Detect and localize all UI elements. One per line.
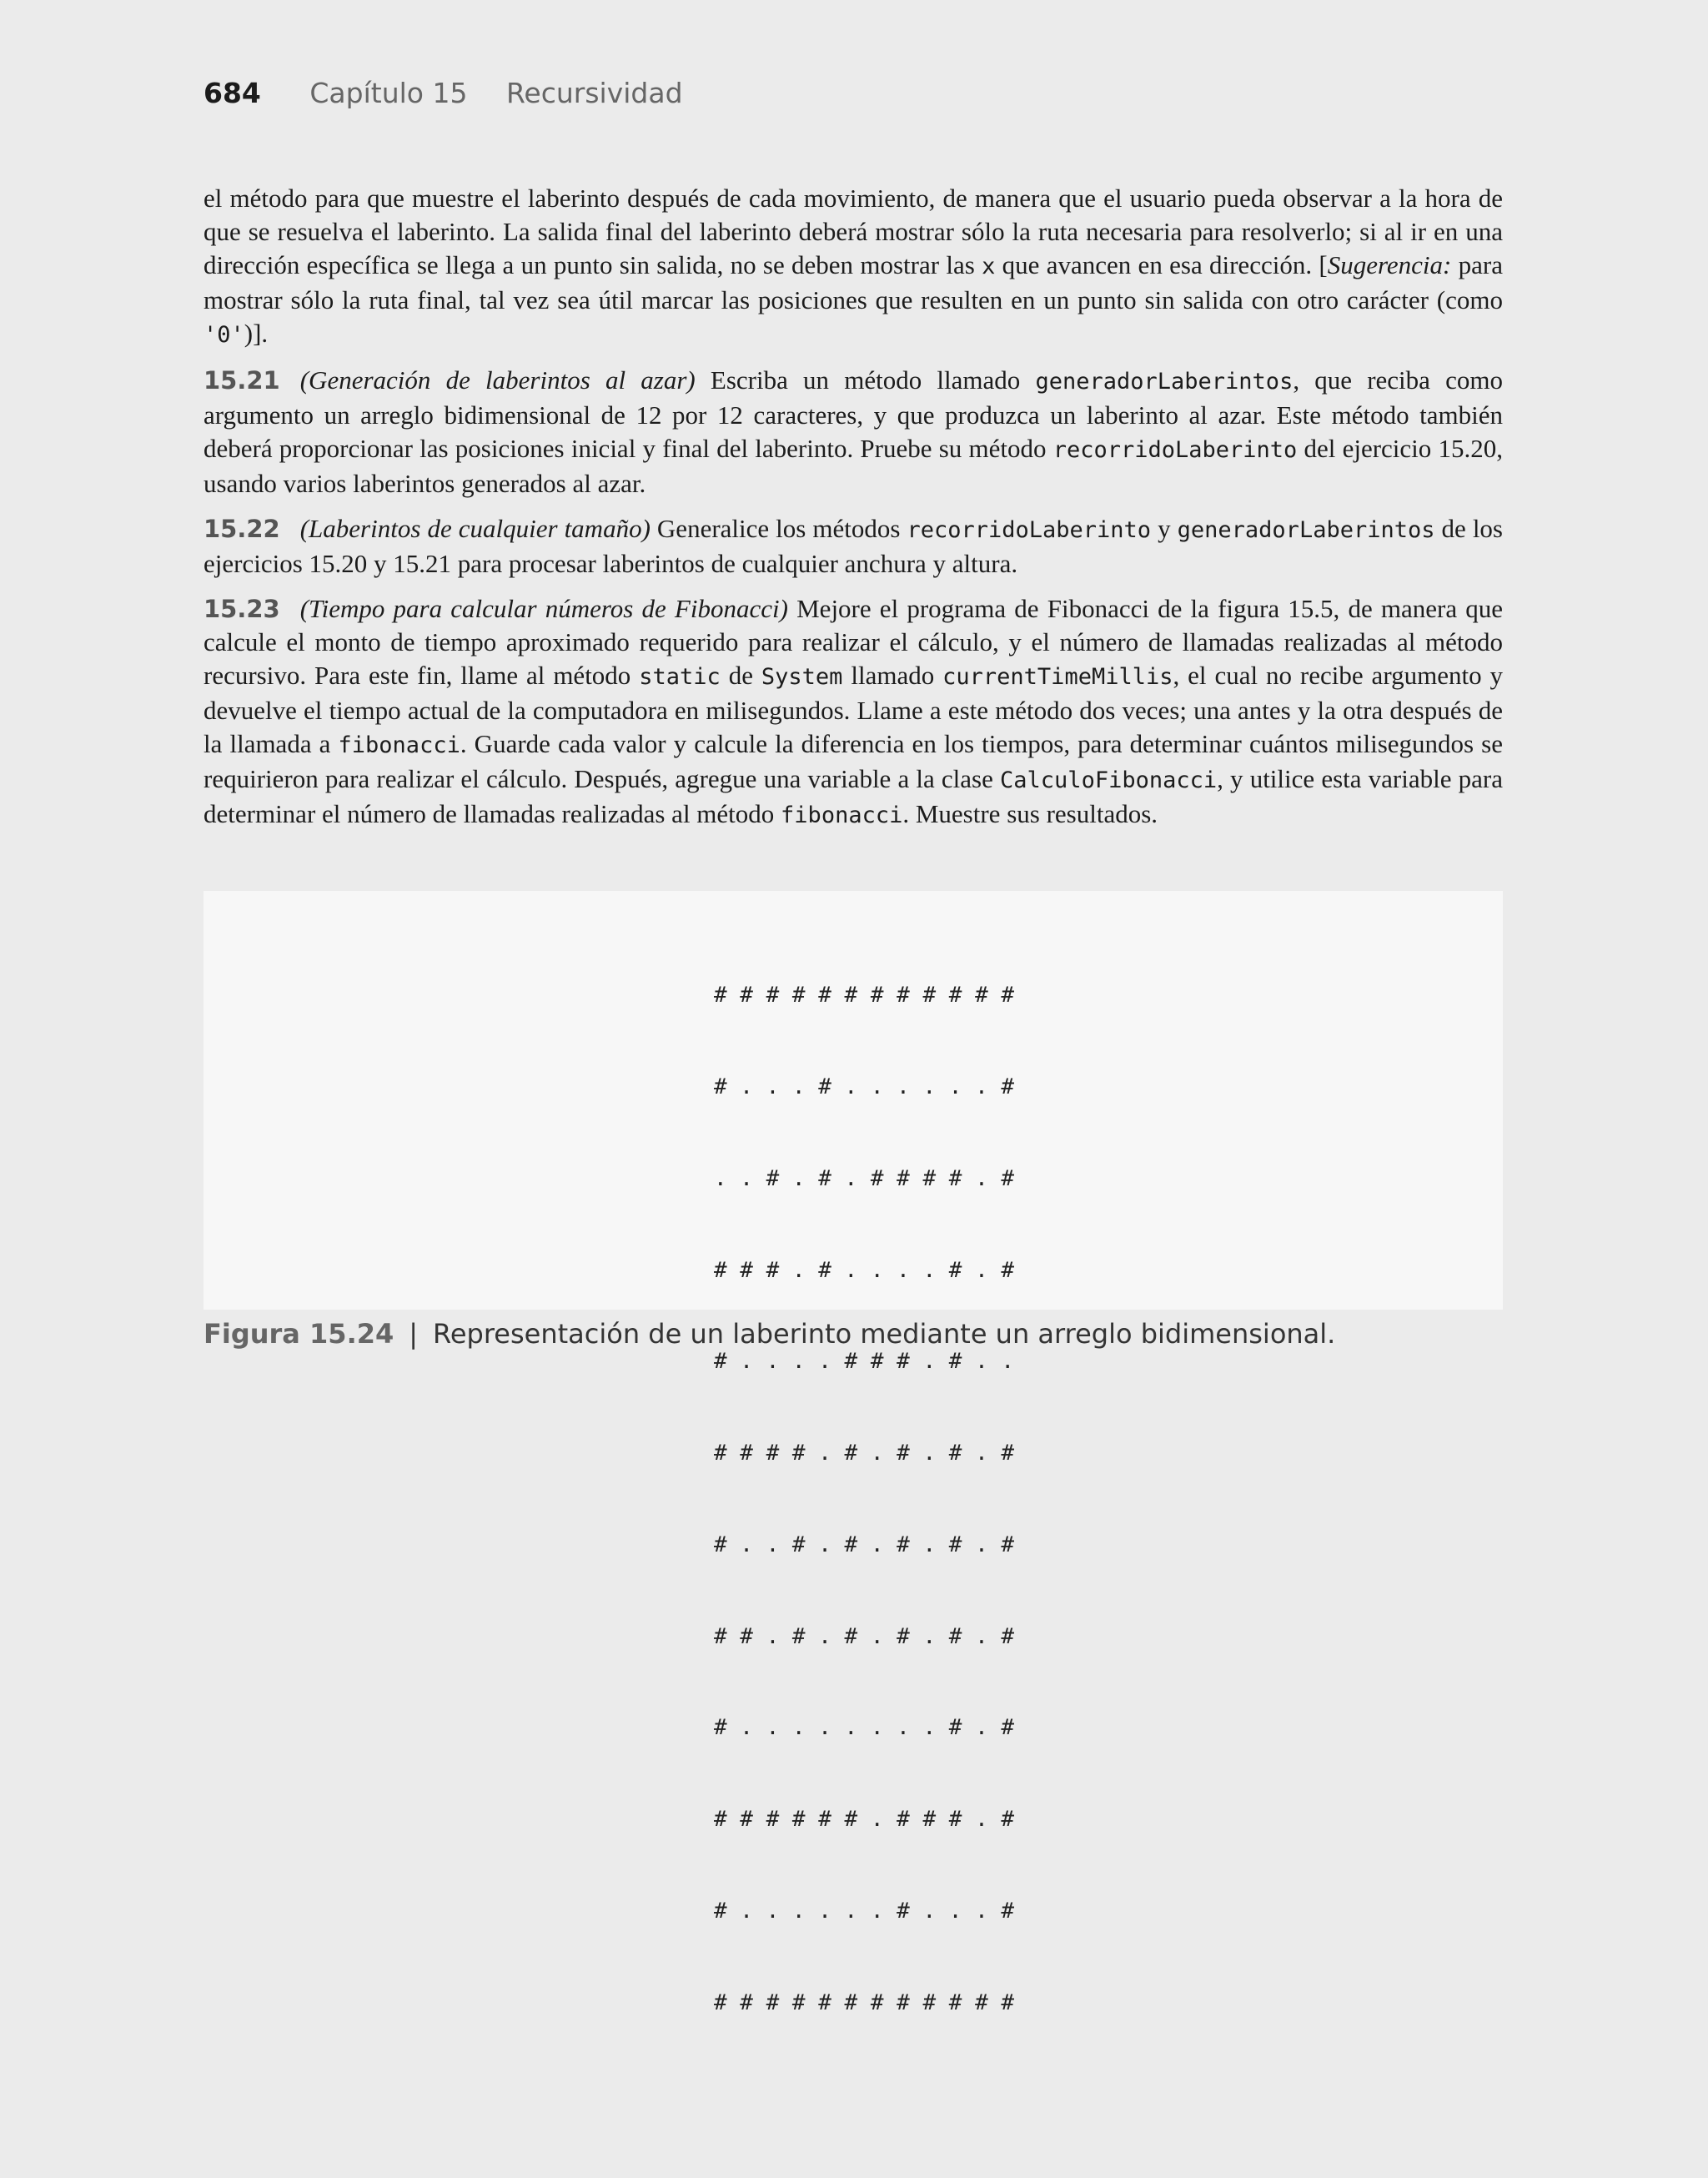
- exercise-text: . Muestre sus resultados.: [902, 799, 1158, 828]
- chapter-label: Capítulo 15: [309, 77, 468, 109]
- exercise-text: , que reciba como argumento un arreglo bidimensional de 12 por 12 caracteres, y que produzca un laberinto al azar. Este método también deberá proporcionar las posiciones inicial y final del laberinto. Pruebe su método: [203, 365, 1503, 463]
- figure-caption: [203, 1318, 1335, 1350]
- page-header: [203, 77, 683, 109]
- intro-code-1: x: [982, 254, 996, 279]
- body-text: [203, 182, 1503, 844]
- exercise-code: static: [639, 664, 721, 690]
- page-number: 684: [203, 77, 261, 109]
- exercise-15-23: [203, 592, 1503, 832]
- exercise-text: , el cual no recibe argumento y devuelve el tiempo actual de la computadora en milisegundos. Llame a este método dos veces; una antes y la otra después de la llamada a: [203, 661, 1503, 758]
- exercise-text: . Guarde cada valor y calcule la diferencia en los tiempos, para determinar cuántos milisegundos se requirieron para realizar el cálculo. Después, agregue una variable a la clase: [203, 729, 1504, 793]
- exercise-text: de: [720, 661, 761, 690]
- exercise-15-22: [203, 512, 1503, 581]
- exercise-code: recorridoLaberinto: [907, 517, 1152, 543]
- figure-label: Figura 15.24: [203, 1318, 394, 1350]
- exercise-number: 15.21: [203, 366, 280, 395]
- maze-row: # # # # # # # # # # # #: [714, 1989, 1015, 2015]
- maze-row: # # # # # # . # # # . #: [714, 1807, 1015, 1833]
- exercise-code: currentTimeMillis: [942, 664, 1173, 690]
- intro-code-2: '0': [203, 322, 244, 348]
- intro-text-2: que avancen en esa dirección. [: [995, 250, 1328, 279]
- exercise-text: Mejore el programa de Fibonacci de la figura 15.5, de manera que calcule el monto de tiempo aproximado requerido para realizar el cálculo, y el número de llamadas realizadas al método recursivo. Para este fin, llame al método: [203, 594, 1504, 690]
- exercise-title: (Laberintos de cualquier tamaño): [299, 514, 651, 543]
- exercise-number: 15.23: [203, 595, 280, 623]
- intro-paragraph: [203, 182, 1503, 352]
- maze-row: # # # # . # . # . # . #: [714, 1441, 1015, 1466]
- exercise-text: llamado: [842, 661, 943, 690]
- exercise-code: CalculoFibonacci: [1000, 767, 1218, 793]
- maze-row: # # # # # # # # # # # #: [714, 983, 1015, 1009]
- intro-text-3: para mostrar sólo la ruta final, tal vez sea útil marcar las posiciones que resulten en un punto sin salida con otro carácter (como: [203, 250, 1503, 314]
- maze-row: # # # . # . . . . # . #: [714, 1257, 1015, 1283]
- maze-grid: [714, 919, 1014, 2080]
- exercise-15-21: [203, 364, 1503, 500]
- exercise-code: generadorLaberintos: [1035, 369, 1294, 395]
- maze-row: . . # . # . # # # # . #: [714, 1165, 1015, 1191]
- maze-row: # . . . # . . . . . . #: [714, 1074, 1015, 1099]
- exercise-title: (Tiempo para calcular números de Fibonacci): [299, 594, 788, 623]
- exercise-code: fibonacci: [338, 732, 460, 758]
- intro-text-4: )].: [244, 319, 269, 348]
- exercise-code: System: [761, 664, 843, 690]
- exercise-text: , y utilice esta variable para determinar el número de llamadas realizadas al método: [203, 764, 1503, 828]
- exercise-text: del ejercicio 15.20, usando varios laberintos generados al azar.: [203, 434, 1503, 498]
- exercise-code: generadorLaberintos: [1177, 517, 1435, 543]
- exercise-code: recorridoLaberinto: [1052, 437, 1298, 463]
- exercise-text: y: [1151, 514, 1178, 543]
- exercise-number: 15.22: [203, 515, 280, 543]
- exercise-code: fibonacci: [781, 802, 903, 828]
- maze-row: # # . # . # . # . # . #: [714, 1623, 1015, 1649]
- caption-text: Representación de un laberinto mediante un arreglo bidimensional.: [433, 1318, 1336, 1350]
- intro-text-1: el método para que muestre el laberinto después de cada movimiento, de manera que el usuario pueda observar a la hora de que se resuelva el laberinto. La salida final del laberinto deberá mostrar sólo la ruta necesaria para resolverlo; si al ir en una dirección específica se llega a un punto sin salida, no se deben mostrar las: [203, 184, 1503, 279]
- exercise-title: (Generación de laberintos al azar): [299, 365, 696, 395]
- exercise-text: Escriba un método llamado: [695, 365, 1036, 395]
- exercise-text: de los ejercicios 15.20 y 15.21 para procesar laberintos de cualquier anchura y altura.: [203, 514, 1503, 578]
- exercise-text: Generalice los métodos: [650, 514, 907, 543]
- maze-row: # . . . . . . # . . . #: [714, 1899, 1015, 1924]
- caption-separator: |: [409, 1318, 419, 1350]
- maze-row: # . . . . . . . . # . #: [714, 1715, 1015, 1741]
- section-title: Recursividad: [505, 77, 683, 109]
- intro-hint-label: Sugerencia:: [1327, 250, 1452, 279]
- maze-row: # . . # . # . # . # . #: [714, 1532, 1015, 1557]
- maze-row: # . . . . # # # . # . .: [714, 1349, 1015, 1375]
